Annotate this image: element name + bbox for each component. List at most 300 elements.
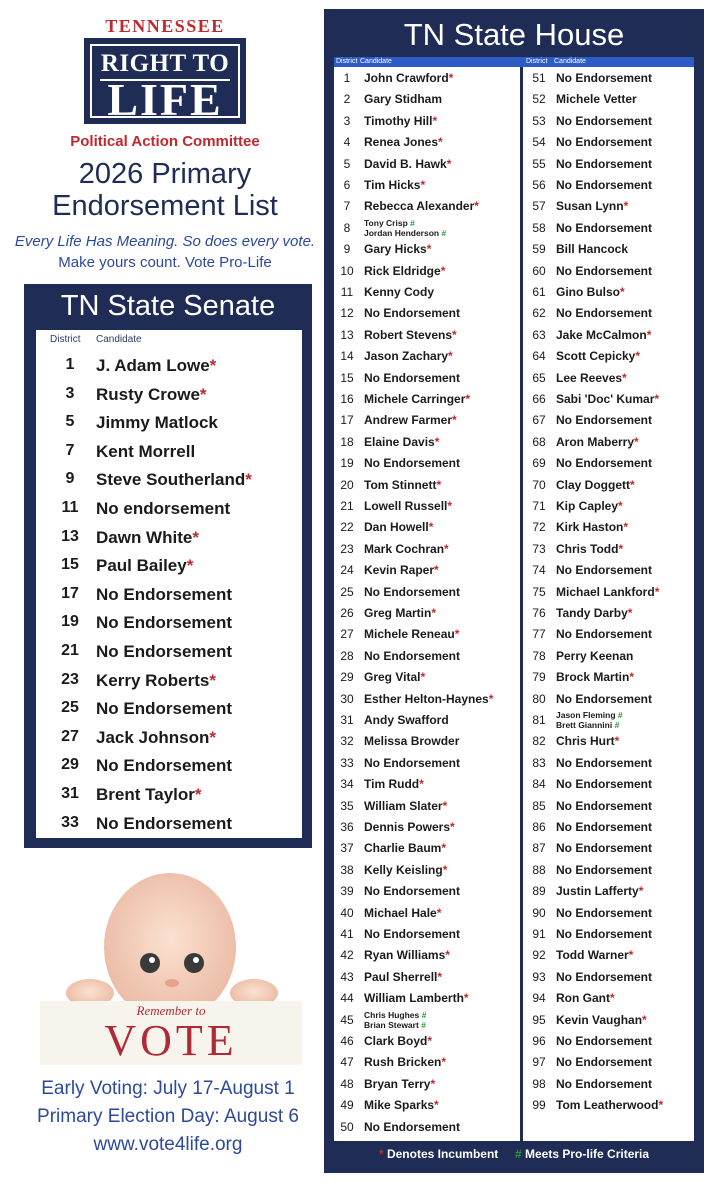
house-candidate-name: Mike Sparks [364, 1098, 435, 1113]
senate-candidate [96, 728, 216, 748]
incumbent-star: * [654, 584, 660, 599]
senate-candidate-name: J. Adam Lowe [96, 356, 210, 375]
house-candidate-name: Scott Cepicky [556, 349, 636, 364]
house-candidate [364, 285, 434, 299]
senate-district: 5 [65, 413, 75, 431]
house-district: 11 [340, 285, 354, 299]
house-candidate-name: No Endorsement [556, 413, 653, 428]
incumbent-star: * [620, 285, 625, 299]
table-row [528, 710, 698, 731]
house-candidate [364, 1120, 460, 1134]
house-district: 42 [340, 948, 354, 963]
house-district: 51 [532, 71, 546, 85]
house-district: 48 [340, 1076, 354, 1091]
senate-candidate [96, 385, 207, 405]
table-row [336, 881, 506, 902]
house-district: 36 [340, 820, 354, 834]
house-district: 86 [532, 820, 546, 834]
table-row [528, 282, 698, 303]
house-candidate-name: Tim Rudd [364, 777, 420, 792]
house-candidate [556, 1098, 663, 1112]
table-row [336, 796, 506, 817]
senate-candidate-name: Kerry Roberts [96, 670, 210, 690]
house-candidate [556, 692, 652, 706]
house-district: 63 [532, 327, 546, 342]
incumbent-star: * [426, 242, 432, 257]
house-candidate-name: No Endorsement [556, 1034, 653, 1048]
house-district: 50 [340, 1119, 354, 1134]
senate-district: 3 [65, 384, 75, 402]
incumbent-star: * [634, 434, 639, 449]
house-candidate [364, 114, 437, 128]
house-col-district-left: District [336, 58, 358, 65]
house-candidate-name: Chris Hughes [364, 1009, 420, 1020]
table-row [336, 1031, 506, 1052]
house-candidate [556, 799, 652, 813]
table-row [528, 196, 698, 217]
house-district: 45 [340, 1012, 354, 1027]
table-row [336, 239, 506, 260]
legend-star-text: Denotes Incumbent [386, 1147, 499, 1161]
table-row [36, 810, 302, 838]
house-candidate-name: Jordan Henderson [364, 227, 440, 238]
table-row [528, 539, 698, 560]
house-candidate-name: Tony Crisp [364, 217, 408, 228]
house-district: 43 [340, 969, 354, 984]
house-candidate [364, 199, 479, 213]
table-row [528, 1031, 698, 1052]
house-candidate-name: Rush Bricken [364, 1055, 442, 1070]
table-row [336, 111, 506, 132]
table-row [528, 453, 698, 474]
house-candidate-name: Tom Leatherwood [556, 1098, 659, 1113]
table-row [528, 1074, 698, 1095]
house-district: 67 [532, 413, 546, 428]
house-candidate-name: Gino Bulso [556, 285, 620, 299]
prolife-hash: # [614, 720, 620, 730]
house-district: 8 [343, 220, 351, 235]
house-candidate-name: Brock Martin [556, 670, 630, 685]
house-candidate-name: No Endorsement [556, 1055, 653, 1070]
senate-candidate [96, 785, 202, 805]
house-candidate [556, 199, 628, 213]
house-district: 41 [340, 927, 354, 941]
house-candidate [364, 1077, 435, 1091]
senate-candidate-name: No endorsement [96, 499, 231, 518]
house-candidate [364, 820, 455, 834]
house-candidate-name: Bill Hancock [556, 242, 629, 257]
house-candidate [364, 606, 436, 620]
table-row [528, 261, 698, 282]
house-district: 21 [340, 499, 354, 513]
house-candidate-name: Gary Hicks [364, 242, 427, 257]
house-candidate-name: No Endorsement [364, 306, 461, 321]
house-candidate-name: Melissa Browder [364, 734, 460, 749]
house-candidate-line1 [364, 218, 446, 228]
house-district: 38 [340, 862, 354, 877]
senate-candidate [96, 642, 232, 662]
house-candidate [556, 1077, 652, 1091]
house-district: 74 [532, 563, 546, 578]
table-row [528, 218, 698, 239]
house-district: 31 [340, 713, 354, 727]
table-row [336, 89, 506, 110]
house-candidate-name: No Endorsement [364, 584, 461, 599]
logo [84, 38, 246, 124]
house-district: 1 [343, 71, 351, 85]
house-candidate [364, 520, 433, 534]
house-candidate-name: Elaine Davis [364, 434, 435, 449]
house-district: 3 [343, 113, 351, 128]
house-candidate [364, 670, 425, 684]
incumbent-star: * [447, 499, 453, 513]
house-district: 14 [340, 349, 354, 364]
house-candidate [556, 841, 652, 855]
incumbent-star: * [192, 527, 199, 547]
house-candidate [556, 478, 635, 492]
house-candidate-name: Clay Doggett [556, 477, 631, 492]
senate-candidate [96, 413, 218, 433]
prolife-hash: # [617, 710, 623, 720]
incumbent-star: * [444, 541, 449, 556]
table-row [36, 638, 302, 666]
senate-district: 9 [65, 470, 75, 488]
senate-candidate [96, 499, 230, 519]
house-candidate [364, 906, 441, 920]
house-candidate [364, 371, 460, 385]
senate-candidate [96, 585, 232, 605]
table-row [336, 475, 506, 496]
senate-district: 13 [61, 527, 79, 545]
house-candidate-name: Rick Eldridge [364, 263, 441, 278]
house-candidate-name: Susan Lynn [556, 199, 624, 214]
house-candidate [556, 135, 652, 149]
house-district: 5 [343, 156, 351, 171]
house-candidate [556, 520, 628, 534]
senate-candidate-name: Dawn White [96, 527, 193, 547]
incumbent-star: * [610, 991, 615, 1006]
senate-candidate-name: Jimmy Matlock [96, 413, 218, 433]
table-row [336, 710, 506, 731]
table-row [36, 609, 302, 637]
house-district: 33 [340, 755, 354, 770]
house-candidate [556, 178, 652, 192]
house-candidate-name: William Slater [364, 798, 443, 813]
prolife-hash: # [421, 1019, 426, 1030]
house-district: 94 [532, 991, 546, 1006]
house-candidate [364, 92, 442, 106]
senate-candidate-name: Rusty Crowe [96, 384, 200, 404]
house-district: 10 [340, 263, 354, 278]
table-row [528, 475, 698, 496]
house-candidate-name: No Endorsement [556, 71, 653, 85]
house-candidate-name: No Endorsement [364, 648, 461, 663]
house-candidate-name: Chris Todd [556, 541, 619, 556]
house-candidate-name: Chris Hurt [556, 734, 615, 749]
house-district: 57 [532, 199, 546, 214]
page-title-line2: Endorsement List [52, 190, 278, 222]
house-district: 85 [532, 798, 546, 813]
incumbent-star: * [463, 991, 469, 1006]
incumbent-star: * [618, 541, 624, 556]
senate-district: 27 [61, 727, 79, 745]
house-district: 44 [340, 991, 354, 1006]
table-row [528, 796, 698, 817]
senate-candidate [96, 528, 199, 548]
incumbent-star: * [658, 1098, 664, 1113]
house-district: 46 [340, 1034, 354, 1048]
house-district: 2 [343, 92, 351, 107]
table-row [528, 325, 698, 346]
house-district: 13 [340, 327, 354, 342]
house-table [334, 57, 694, 1141]
incumbent-star: * [199, 384, 207, 404]
table-row [528, 582, 698, 603]
table-row [336, 432, 506, 453]
house-district: 18 [340, 434, 354, 449]
house-district: 54 [532, 135, 546, 150]
house-candidate-name: Kip Capley [556, 499, 619, 513]
house-candidate [364, 328, 457, 342]
incumbent-star: * [209, 670, 216, 690]
house-district: 49 [340, 1098, 354, 1113]
legend-star-icon: * [378, 1147, 384, 1161]
table-row [336, 1095, 506, 1116]
incumbent-star: * [420, 178, 426, 192]
table-row [528, 838, 698, 859]
house-district: 65 [532, 370, 546, 385]
incumbent-star: * [623, 520, 629, 535]
house-district: 82 [532, 734, 546, 749]
senate-district: 17 [61, 584, 79, 602]
table-row [336, 646, 506, 667]
incumbent-star: * [419, 777, 424, 792]
house-candidate [364, 456, 460, 470]
house-column-divider [520, 67, 523, 1141]
house-district: 59 [532, 242, 546, 257]
house-district: 79 [532, 670, 546, 685]
table-row [336, 517, 506, 538]
house-district: 62 [532, 306, 546, 321]
table-row [528, 1095, 698, 1116]
senate-district: 33 [61, 813, 79, 831]
table-row [336, 303, 506, 324]
incumbent-star: * [452, 327, 457, 342]
incumbent-star: * [450, 820, 455, 834]
incumbent-star: * [646, 327, 652, 342]
house-district: 53 [532, 113, 546, 128]
incumbent-star: * [441, 841, 447, 856]
house-candidate [556, 670, 634, 684]
table-row [336, 1117, 506, 1138]
house-candidate [364, 435, 439, 449]
house-candidate [556, 242, 628, 256]
house-candidate [364, 264, 445, 278]
senate-district: 7 [65, 441, 75, 459]
incumbent-star: * [638, 884, 644, 899]
house-candidate-name: No Endorsement [556, 841, 653, 856]
house-district: 73 [532, 541, 546, 556]
house-candidate [556, 349, 640, 363]
house-candidate-name: No Endorsement [556, 798, 653, 813]
table-row [336, 924, 506, 945]
house-candidate-name: No Endorsement [364, 884, 461, 899]
house-candidate [556, 435, 639, 449]
table-row [36, 381, 302, 409]
table-row [336, 196, 506, 217]
house-candidate [556, 542, 623, 556]
table-row [528, 1052, 698, 1073]
house-candidate-pair [364, 218, 446, 238]
house-candidate [556, 649, 633, 663]
table-row [336, 1010, 506, 1031]
house-candidate-name: Michael Hale [364, 905, 437, 920]
incumbent-star: * [436, 477, 442, 492]
house-candidate [556, 413, 652, 427]
house-candidate-line2 [364, 1020, 426, 1030]
table-row [336, 453, 506, 474]
table-row [336, 603, 506, 624]
house-candidate-name: No Endorsement [556, 691, 653, 706]
table-row [528, 368, 698, 389]
senate-district: 21 [61, 642, 79, 659]
house-district: 4 [343, 135, 351, 150]
table-row [528, 89, 698, 110]
house-candidate-name: No Endorsement [364, 927, 461, 941]
house-candidate [556, 264, 652, 278]
table-row [36, 695, 302, 723]
house-candidate-name: Robert Stevens [364, 327, 453, 342]
house-candidate-name: No Endorsement [364, 755, 461, 770]
house-candidate-name: Brett Giannini [556, 720, 613, 730]
house-candidate-name: Tom Stinnett [364, 477, 437, 492]
house-candidate-name: No Endorsement [556, 755, 653, 770]
house-candidate [556, 627, 652, 641]
house-candidate [556, 606, 632, 620]
logo-line1: RIGHT TO [100, 50, 230, 77]
house-candidate-name: Timothy Hill [364, 113, 433, 128]
incumbent-star: * [629, 670, 635, 685]
table-row [528, 689, 698, 710]
house-district: 34 [340, 777, 354, 792]
house-candidate [364, 1055, 446, 1069]
house-candidate-name: Michele Vetter [556, 92, 637, 107]
table-row [336, 753, 506, 774]
senate-candidate-name: No Endorsement [96, 584, 233, 604]
house-candidate [556, 392, 659, 406]
incumbent-star: * [627, 606, 633, 620]
house-candidate [364, 242, 431, 256]
house-district: 88 [532, 862, 546, 877]
house-candidate-name: Esther Helton-Haynes [364, 691, 489, 706]
house-district: 7 [343, 199, 351, 214]
incumbent-star: * [432, 113, 438, 128]
table-row [336, 282, 506, 303]
incumbent-star: * [434, 563, 439, 578]
house-district: 22 [340, 520, 354, 535]
house-candidate-name: No Endorsement [556, 178, 653, 192]
house-candidate-name: Rebecca Alexander [364, 199, 475, 214]
house-candidate-line2 [556, 720, 623, 730]
table-row [528, 239, 698, 260]
house-candidate-name: Clark Boyd [364, 1034, 428, 1048]
incumbent-star: * [623, 199, 629, 214]
house-district: 12 [340, 306, 354, 321]
house-candidate [556, 114, 652, 128]
vote-sign-big: VOTE [104, 1016, 238, 1065]
house-candidate-name: Kevin Vaughan [556, 1012, 643, 1027]
house-district: 20 [340, 477, 354, 492]
pac-subtitle: Political Action Committee [70, 133, 260, 150]
tagline-2: Make yours count. Vote Pro-Life [58, 254, 272, 271]
house-district: 90 [532, 905, 546, 920]
house-district: 37 [340, 841, 354, 856]
incumbent-star: * [635, 349, 641, 364]
house-district: 19 [340, 456, 354, 471]
house-candidate-name: Kevin Raper [364, 563, 435, 578]
house-candidate [556, 92, 637, 106]
house-candidate-name: Ron Gant [556, 991, 610, 1006]
table-row [336, 689, 506, 710]
table-row [528, 346, 698, 367]
house-candidate [364, 649, 460, 663]
senate-candidate-name: Steve Southerland [96, 470, 246, 490]
house-candidate [364, 627, 459, 641]
house-district: 15 [340, 370, 354, 385]
website-link[interactable]: www.vote4life.org [93, 1134, 243, 1155]
senate-col-candidate: Candidate [96, 334, 142, 345]
house-candidate [556, 221, 652, 235]
table-row [336, 175, 506, 196]
house-candidate-name: Dennis Powers [364, 820, 451, 834]
house-district: 23 [340, 541, 354, 556]
table-row [528, 154, 698, 175]
table-row [336, 68, 506, 89]
house-candidate-name: Andy Swafford [364, 713, 449, 727]
table-row [336, 988, 506, 1009]
senate-district: 15 [61, 556, 79, 574]
house-district: 75 [532, 584, 546, 599]
senate-candidate [96, 470, 252, 490]
house-district: 76 [532, 606, 546, 620]
table-row [528, 432, 698, 453]
table-row [528, 988, 698, 1009]
incumbent-star: * [427, 1034, 433, 1048]
house-candidate-name: David B. Hawk [364, 156, 447, 171]
house-district: 32 [340, 734, 354, 749]
house-candidate [364, 542, 449, 556]
table-row [528, 646, 698, 667]
table-row [336, 261, 506, 282]
senate-candidate [96, 671, 216, 691]
senate-candidate-name: Kent Morrell [96, 441, 196, 461]
house-district: 66 [532, 392, 546, 406]
table-row [528, 68, 698, 89]
incumbent-star: * [428, 520, 434, 535]
incumbent-star: * [440, 263, 446, 278]
house-candidate-name: No Endorsement [556, 135, 653, 150]
table-row [336, 389, 506, 410]
incumbent-star: * [452, 413, 457, 428]
house-candidate [364, 692, 493, 706]
house-candidate-name: No Endorsement [556, 456, 653, 471]
table-row [36, 724, 302, 752]
table-row [36, 495, 302, 523]
house-candidate-name: Andrew Farmer [364, 413, 453, 428]
house-candidate [556, 884, 643, 898]
house-candidate [556, 948, 633, 962]
house-district: 96 [532, 1034, 546, 1048]
